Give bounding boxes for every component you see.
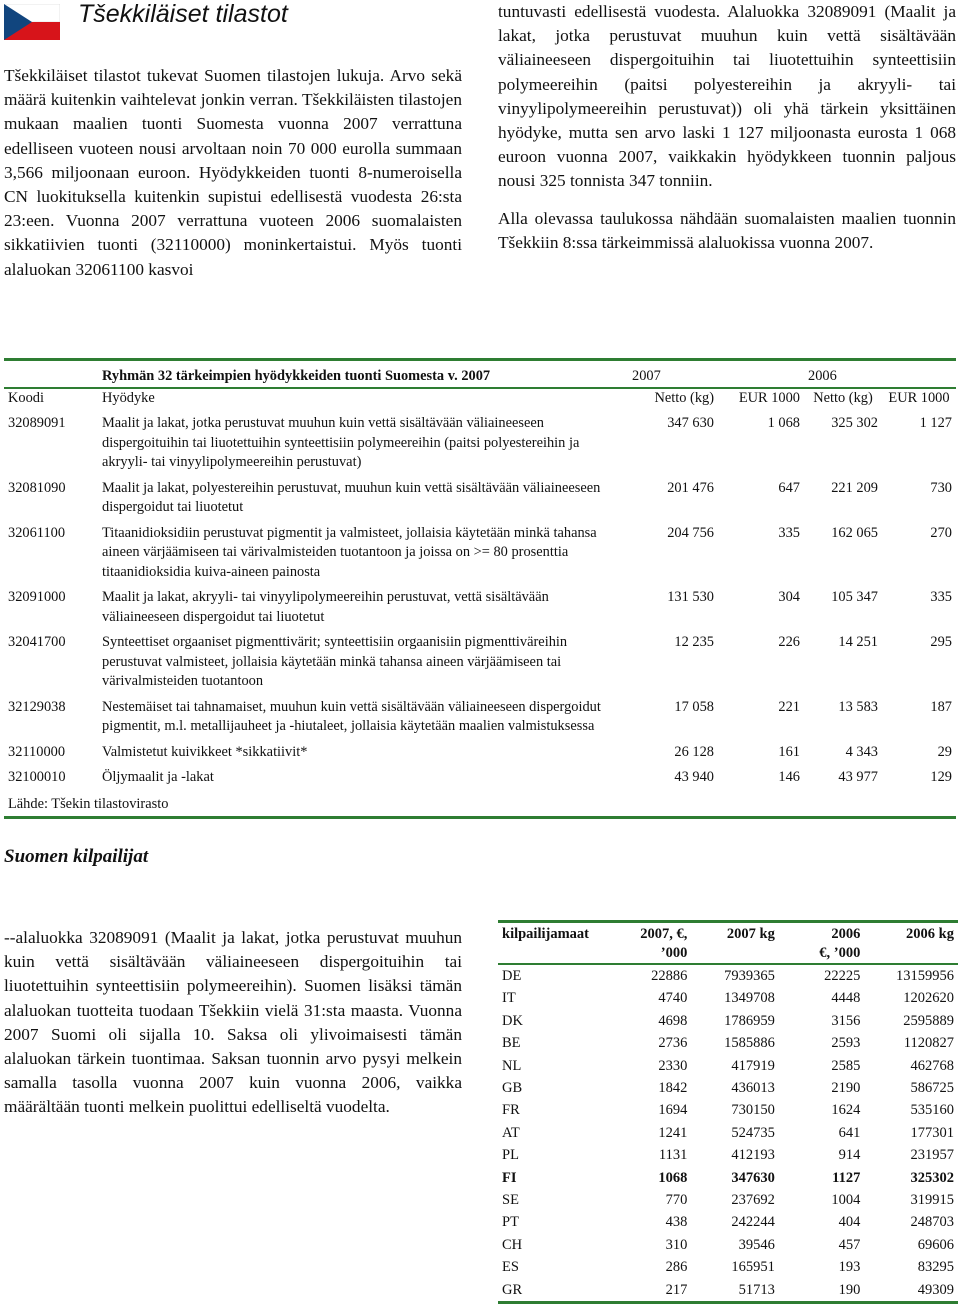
row-code: 32129038: [8, 698, 66, 715]
comp-kg-2007: 412193: [731, 1147, 775, 1164]
list-item: [498, 1032, 958, 1054]
competitors-text: --alaluokka 32089091 (Maalit ja lakat, jotka perustuvat muuhun kuin vettä sisältävään väliaineeseen dispergoituihin tai liuotettuihin synteettisiin polymeereihin). Suomen lisäksi tämän alaluokan tuotteita tuodaan Tšekkiin vielä 31:sta maasta. Vuonna 2007 Suomi oli sijalla 10. Saksa oli ylivoimaisesti tämän alaluokan tärkein tuontimaa. Saksan tuonnin arvo pysyi melkein samalla tasolla vuonna 2007 kuin vuonna 2006, vaikka määrältään tuonti melkein puolittui edelliseltä vuodelta.: [4, 928, 462, 1117]
row-code: 32061100: [8, 524, 66, 541]
comp-kg-2007: 39546: [738, 1236, 775, 1253]
row-net-2006: 43 977: [838, 769, 878, 785]
row-net-2006: 221 209: [831, 479, 878, 496]
comp-kg-2007: 51713: [738, 1281, 775, 1298]
comp-kg-2007: 7939365: [724, 968, 775, 984]
year-2007-label: 2007: [632, 368, 661, 384]
comp-eur-2006: 193: [838, 1259, 861, 1276]
row-eur-2006: 187: [930, 698, 952, 715]
comp-eur-2007: 1068: [658, 1169, 688, 1186]
comp-kg-2007: 1786959: [724, 1012, 775, 1029]
row-net-2006: 162 065: [831, 524, 878, 541]
comp-country: SE: [502, 1192, 519, 1209]
comp-header-eur-2006-line2: €, ’000: [819, 945, 861, 961]
comp-header-row: [498, 923, 958, 964]
row-net-2006: 14 251: [838, 634, 878, 650]
comp-eur-2007: 2736: [658, 1035, 688, 1052]
header-eur-2006: EUR 1000: [888, 389, 950, 406]
row-eur-2007: 226: [778, 634, 800, 650]
row-net-2006: 105 347: [831, 589, 878, 605]
table-row: [4, 762, 956, 788]
header-net-2006: Netto (kg): [813, 389, 873, 406]
comp-kg-2006: 586725: [910, 1080, 954, 1097]
comp-country: CH: [502, 1236, 523, 1253]
comp-kg-2007: 417919: [731, 1057, 775, 1074]
comp-kg-2006: 1202620: [903, 990, 954, 1007]
row-net-2007: 43 940: [674, 769, 714, 785]
comp-country: GR: [502, 1281, 523, 1298]
comp-eur-2007: 286: [665, 1259, 688, 1276]
row-eur-2006: 730: [930, 479, 952, 496]
comp-header-eur-2007-line1: 2007, €,: [640, 926, 688, 942]
list-item: [498, 964, 958, 987]
comp-kg-2006: 2595889: [903, 1012, 954, 1029]
comp-kg-2006: 49309: [917, 1281, 954, 1298]
row-product: Titaanidioksidiin perustuvat pigmentit ja valmisteet, jollaisia käytetään minkä tahansa aineen värjäämiseen tai värivalmisteiden tuotantoon ja joissa on >= 80 prosenttia titaanidioksidia kuiva-aineen painosta: [102, 524, 597, 580]
row-code: 32089091: [8, 415, 66, 431]
comp-eur-2006: 1004: [831, 1192, 861, 1209]
list-item: [498, 1144, 958, 1166]
comp-eur-2006: 1624: [831, 1102, 861, 1119]
comp-kg-2006: 69606: [917, 1236, 954, 1253]
row-net-2007: 347 630: [667, 415, 714, 431]
comp-eur-2007: 4698: [658, 1012, 688, 1029]
comp-eur-2007: 4740: [658, 990, 688, 1007]
row-net-2007: 12 235: [674, 634, 714, 650]
table-source: Lähde: Tšekin tilastovirasto: [8, 795, 169, 812]
list-item: [498, 1167, 958, 1189]
comp-country: NL: [502, 1057, 522, 1074]
comp-kg-2007: 237692: [731, 1192, 775, 1209]
comp-eur-2006: 1127: [832, 1169, 861, 1186]
comp-eur-2006: 457: [838, 1236, 861, 1253]
row-net-2007: 131 530: [667, 589, 714, 605]
list-item: [498, 987, 958, 1009]
page-title: Tšekkiläiset tilastot: [78, 0, 288, 28]
comp-eur-2006: 914: [838, 1147, 861, 1164]
list-item: [498, 1010, 958, 1032]
comp-kg-2006: 248703: [910, 1214, 954, 1231]
row-net-2007: 17 058: [674, 698, 714, 715]
comp-country: AT: [502, 1124, 520, 1141]
table-caption-row: [4, 361, 956, 388]
comp-header-eur-2007-line2: ’000: [660, 945, 688, 961]
comp-eur-2006: 2190: [831, 1080, 861, 1097]
comp-eur-2006: 4448: [831, 990, 861, 1007]
row-product: Synteettiset orgaaniset pigmenttivärit; synteettisiin orgaanisiin pigmenttiväreihin perustuvat valmisteet, jollaisia käytetään minkä tahansa aineen värjäämiseen tai värivalmisteiden tuotantoon: [102, 634, 568, 689]
row-net-2006: 4 343: [845, 743, 878, 760]
row-eur-2007: 304: [778, 589, 800, 605]
comp-header-kg-2007: 2007 kg: [726, 926, 775, 942]
comp-kg-2006: 13159956: [896, 968, 954, 984]
comp-header-eur-2007: [620, 923, 691, 964]
comp-kg-2007: 1585886: [724, 1035, 775, 1052]
import-table: [4, 361, 956, 788]
row-eur-2007: 146: [778, 769, 800, 785]
comp-eur-2007: 310: [665, 1236, 688, 1253]
comp-kg-2007: 436013: [731, 1080, 775, 1097]
intro-left-text: Tšekkiläiset tilastot tukevat Suomen tilastojen lukuja. Arvo sekä määrä kuitenkin vaihtelevat jonkin verran. Tšekkiläisten tilastojen mukaan maalien tuonti Suomesta vuonna 2007 verrattuna edelliseen vuoteen nousi arvoltaan noin 70 000 eurolla summaan 3,566 miljoonaan euroon. Hyödykkeiden tuonti 8-numeroisella CN luokituksella kuitenkin supistui edellisestä vuodesta 26:sta 23:een. Vuonna 2007 verrattuna vuoteen 2006 suomalaisten sikkatiivien tuonti (32110000) moninkertaistui. Myös tuonti alaluokan 32061100 kasvoi: [4, 66, 462, 279]
table-row: [4, 518, 956, 583]
table-row: [4, 582, 956, 627]
competitors-table-section: [498, 920, 958, 1304]
table-row: [4, 692, 956, 737]
comp-eur-2007: 217: [665, 1281, 688, 1298]
intro-left-column: [4, 64, 462, 282]
list-item: [498, 1189, 958, 1211]
comp-country: FI: [502, 1169, 517, 1186]
row-code: 32100010: [8, 769, 66, 785]
competitors-heading: Suomen kilpailijat: [4, 846, 149, 867]
comp-kg-2007: 347630: [731, 1169, 775, 1186]
comp-eur-2007: 770: [665, 1192, 688, 1209]
comp-country: DK: [502, 1012, 523, 1029]
comp-eur-2006: 3156: [831, 1012, 861, 1029]
row-eur-2007: 221: [778, 698, 800, 715]
row-code: 32081090: [8, 479, 66, 496]
comp-country: FR: [502, 1102, 520, 1119]
comp-eur-2006: 22225: [824, 968, 861, 984]
comp-eur-2006: 641: [838, 1124, 861, 1141]
competitors-table: [498, 923, 958, 1301]
row-product: Maalit ja lakat, akryyli- tai vinyylipolymeereihin perustuvat, vettä sisältävään väliaineeseen dispergoidut tai liuotetut: [102, 589, 549, 625]
comp-header-eur-2006: [779, 923, 864, 964]
comp-eur-2006: 2593: [831, 1035, 861, 1052]
comp-kg-2007: 1349708: [724, 990, 775, 1007]
intro-right-paragraph-1: tuntuvasti edellisestä vuodesta. Alaluokka 32089091 (Maalit ja lakat, jotka perustuvat muuhun kuin vettä sisältävään väliaineeseen dispergoituihin tai liuotettuihin synteettisiin polymeereihin (paitsi polyestereihin ja akryyli- tai vinyylipolymeereihin perustuvat)) oli yhä tärkein yksittäinen hyödyke, mutta sen arvo laski 1 127 miljoonasta eurosta 1 068 euroon vuonna 2007, vaikkakin hyödykkeen tuonnin paljous nousi 325 tonnista 347 tonniin.: [498, 2, 956, 191]
row-eur-2006: 335: [930, 589, 952, 605]
row-code: 32091000: [8, 589, 66, 605]
table-row: [4, 627, 956, 692]
czech-flag-icon: [4, 4, 60, 40]
row-eur-2007: 1 068: [767, 415, 800, 431]
row-eur-2006: 1 127: [919, 415, 952, 431]
row-product: Valmistetut kuivikkeet *sikkatiivit*: [102, 743, 308, 760]
row-code: 32110000: [8, 743, 66, 760]
comp-country: PT: [502, 1214, 519, 1231]
row-net-2007: 26 128: [674, 743, 714, 760]
comp-kg-2006: 231957: [910, 1147, 954, 1164]
row-net-2007: 204 756: [667, 524, 714, 541]
list-item: [498, 1234, 958, 1256]
comp-table-bottom-rule: [498, 1301, 958, 1304]
comp-header-eur-2006-line1: 2006: [831, 926, 861, 942]
comp-eur-2007: 22886: [651, 968, 688, 984]
comp-kg-2006: 83295: [917, 1259, 954, 1276]
comp-country: IT: [502, 990, 516, 1007]
row-product: Öljymaalit ja -lakat: [102, 769, 214, 785]
table-caption: Ryhmän 32 tärkeimpien hyödykkeiden tuonti Suomesta v. 2007: [102, 368, 491, 384]
intro-right-paragraph-2: Alla olevassa taulukossa nähdään suomalaisten maalien tuonnin Tšekkiin 8:ssa tärkeimmissä alaluokissa vuonna 2007.: [498, 208, 956, 252]
table-row: [4, 473, 956, 518]
row-eur-2007: 647: [778, 479, 800, 496]
row-net-2006: 325 302: [831, 415, 878, 431]
comp-country: BE: [502, 1035, 521, 1052]
comp-kg-2006: 177301: [910, 1124, 954, 1141]
list-item: [498, 1256, 958, 1278]
comp-country: GB: [502, 1080, 523, 1097]
header-eur-2007: EUR 1000: [738, 389, 800, 406]
comp-kg-2007: 524735: [731, 1124, 775, 1141]
comp-eur-2007: 2330: [658, 1057, 688, 1074]
comp-eur-2006: 190: [838, 1281, 861, 1298]
comp-eur-2007: 438: [665, 1214, 688, 1231]
row-eur-2007: 161: [778, 743, 800, 760]
list-item: [498, 1055, 958, 1077]
list-item: [498, 1279, 958, 1301]
row-eur-2006: 295: [930, 634, 952, 650]
comp-kg-2007: 242244: [731, 1214, 775, 1231]
row-product: Maalit ja lakat, polyestereihin perustuvat, muuhun kuin vettä sisältävään väliaineeseen dispergoidut tai liuotetut: [102, 479, 601, 515]
comp-kg-2006: 325302: [910, 1169, 954, 1186]
table-row: [4, 408, 956, 473]
table-bottom-rule: [4, 816, 956, 819]
comp-header-country: kilpailijamaat: [502, 926, 590, 942]
comp-eur-2006: 404: [838, 1214, 861, 1231]
year-2006-label: 2006: [808, 368, 837, 384]
header-net-2007: Netto (kg): [654, 389, 714, 406]
intro-right-column: [498, 0, 956, 255]
comp-header-kg-2006: 2006 kg: [906, 926, 954, 942]
table-row: [4, 737, 956, 763]
row-eur-2006: 129: [930, 769, 952, 785]
row-product: Maalit ja lakat, jotka perustuvat muuhun kuin vettä sisältävään väliaineeseen dispergoituihin tai liuotettuihin synteettisiin polymeereihin (paitsi polyestereihin ja akryyli- tai vinyylipolymeereihin perustuvat): [102, 415, 580, 470]
row-net-2006: 13 583: [838, 698, 878, 715]
row-code: 32041700: [8, 634, 66, 650]
comp-kg-2007: 165951: [731, 1259, 775, 1276]
row-net-2007: 201 476: [667, 479, 714, 496]
comp-kg-2006: 1120827: [903, 1035, 954, 1052]
list-item: [498, 1211, 958, 1233]
comp-eur-2007: 1842: [658, 1080, 688, 1097]
header-code: Koodi: [8, 389, 44, 406]
comp-country: PL: [502, 1147, 519, 1164]
comp-kg-2006: 535160: [910, 1102, 954, 1119]
competitors-text-column: [4, 926, 462, 1120]
comp-eur-2007: 1241: [658, 1124, 688, 1141]
comp-eur-2006: 2585: [831, 1057, 861, 1074]
comp-country: ES: [502, 1259, 519, 1276]
comp-kg-2006: 319915: [910, 1192, 954, 1209]
comp-eur-2007: 1694: [658, 1102, 688, 1119]
list-item: [498, 1077, 958, 1099]
import-table-section: [4, 358, 956, 819]
list-item: [498, 1122, 958, 1144]
row-eur-2007: 335: [778, 524, 800, 541]
comp-eur-2007: 1131: [658, 1147, 688, 1164]
row-eur-2006: 270: [930, 524, 952, 541]
comp-kg-2006: 462768: [910, 1057, 954, 1074]
row-product: Nestemäiset tai tahnamaiset, muuhun kuin vettä sisältävään väliaineeseen dispergoidut pigmentit, m.l. metallijauheet ja -hiutaleet, jollaisia käytetään maalien valmistuksessa: [102, 698, 601, 734]
row-eur-2006: 29: [937, 743, 952, 760]
comp-kg-2007: 730150: [731, 1102, 775, 1119]
comp-country: DE: [502, 968, 522, 984]
table-header-row: [4, 388, 956, 409]
header-product: Hyödyke: [102, 389, 155, 406]
list-item: [498, 1099, 958, 1121]
